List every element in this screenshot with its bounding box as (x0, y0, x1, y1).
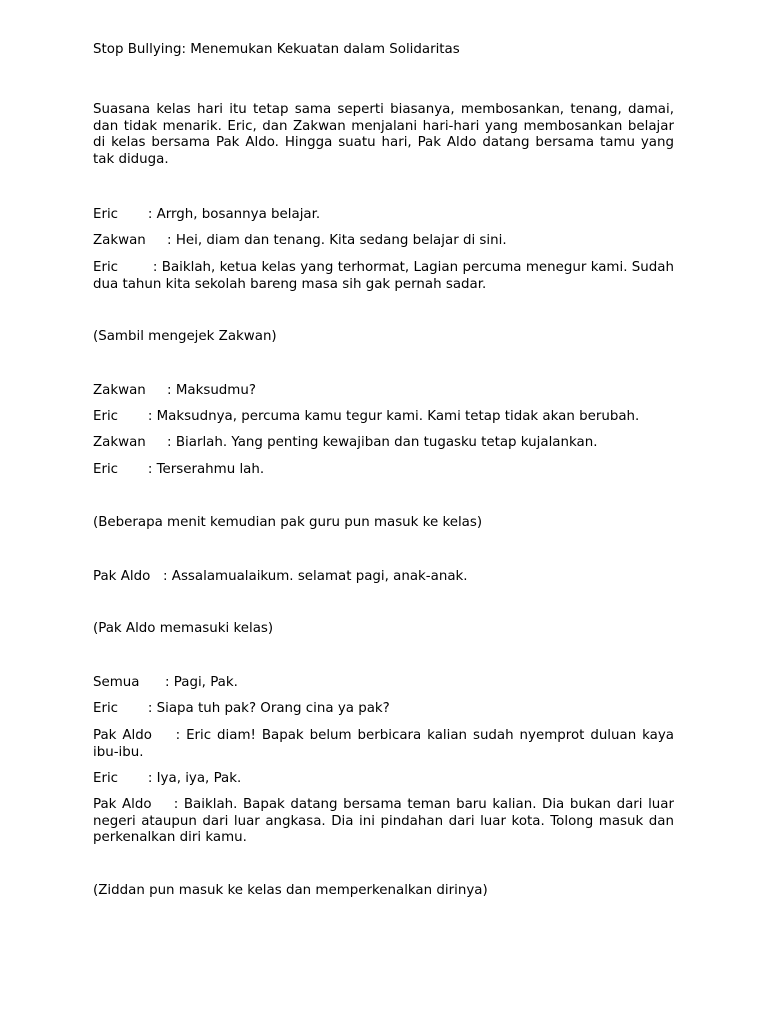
dialogue-line: Eric : Arrgh, bosannya belajar. (93, 207, 321, 222)
dialogue-line: Eric : Iya, iya, Pak. (93, 771, 242, 786)
document-title: Stop Bullying: Menemukan Kekuatan dalam Solidaritas (93, 42, 460, 57)
dialogue-line: Zakwan : Hei, diam dan tenang. Kita sedang belajar di sini. (93, 233, 507, 248)
dialogue-line: Eric : Maksudnya, percuma kamu tegur kami. Kami tetap tidak akan berubah. (93, 409, 640, 424)
dialogue-line: Zakwan : Maksudmu? (93, 383, 256, 398)
dialogue-line: Pak Aldo : Eric diam! Bapak belum berbicara kalian sudah nyemprot duluan kaya ibu-ibu. (93, 728, 679, 760)
dialogue-line: Pak Aldo : Baiklah. Bapak datang bersama teman baru kalian. Dia bukan dari luar negeri ataupun dari luar angkasa. Dia ini pindahan dari luar kota. Tolong masuk dan perkenalkan diri kamu. (93, 797, 679, 846)
stage-direction: (Sambil mengejek Zakwan) (93, 329, 277, 344)
dialogue-line: Eric : Terserahmu lah. (93, 462, 265, 477)
dialogue-line: Eric : Baiklah, ketua kelas yang terhormat, Lagian percuma menegur kami. Sudah dua tahun kita sekolah bareng masa sih gak pernah sadar. (93, 260, 679, 292)
dialogue-line: Semua : Pagi, Pak. (93, 675, 238, 690)
dialogue-line: Zakwan : Biarlah. Yang penting kewajiban dan tugasku tetap kujalankan. (93, 435, 598, 450)
intro-paragraph: Suasana kelas hari itu tetap sama seperti biasanya, membosankan, tenang, damai, dan tidak menarik. Eric, dan Zakwan menjalani hari-hari yang membosankan belajar di kelas bersama Pak Aldo. Hingga suatu hari, Pak Aldo datang bersama tamu yang tak diduga. (93, 102, 674, 167)
dialogue-line: Pak Aldo : Assalamualaikum. selamat pagi, anak-anak. (93, 569, 468, 584)
stage-direction: (Pak Aldo memasuki kelas) (93, 621, 274, 636)
dialogue-line: Eric : Siapa tuh pak? Orang cina ya pak? (93, 701, 390, 716)
stage-direction: (Ziddan pun masuk ke kelas dan memperkenalkan dirinya) (93, 883, 488, 898)
stage-direction: (Beberapa menit kemudian pak guru pun masuk ke kelas) (93, 515, 483, 530)
